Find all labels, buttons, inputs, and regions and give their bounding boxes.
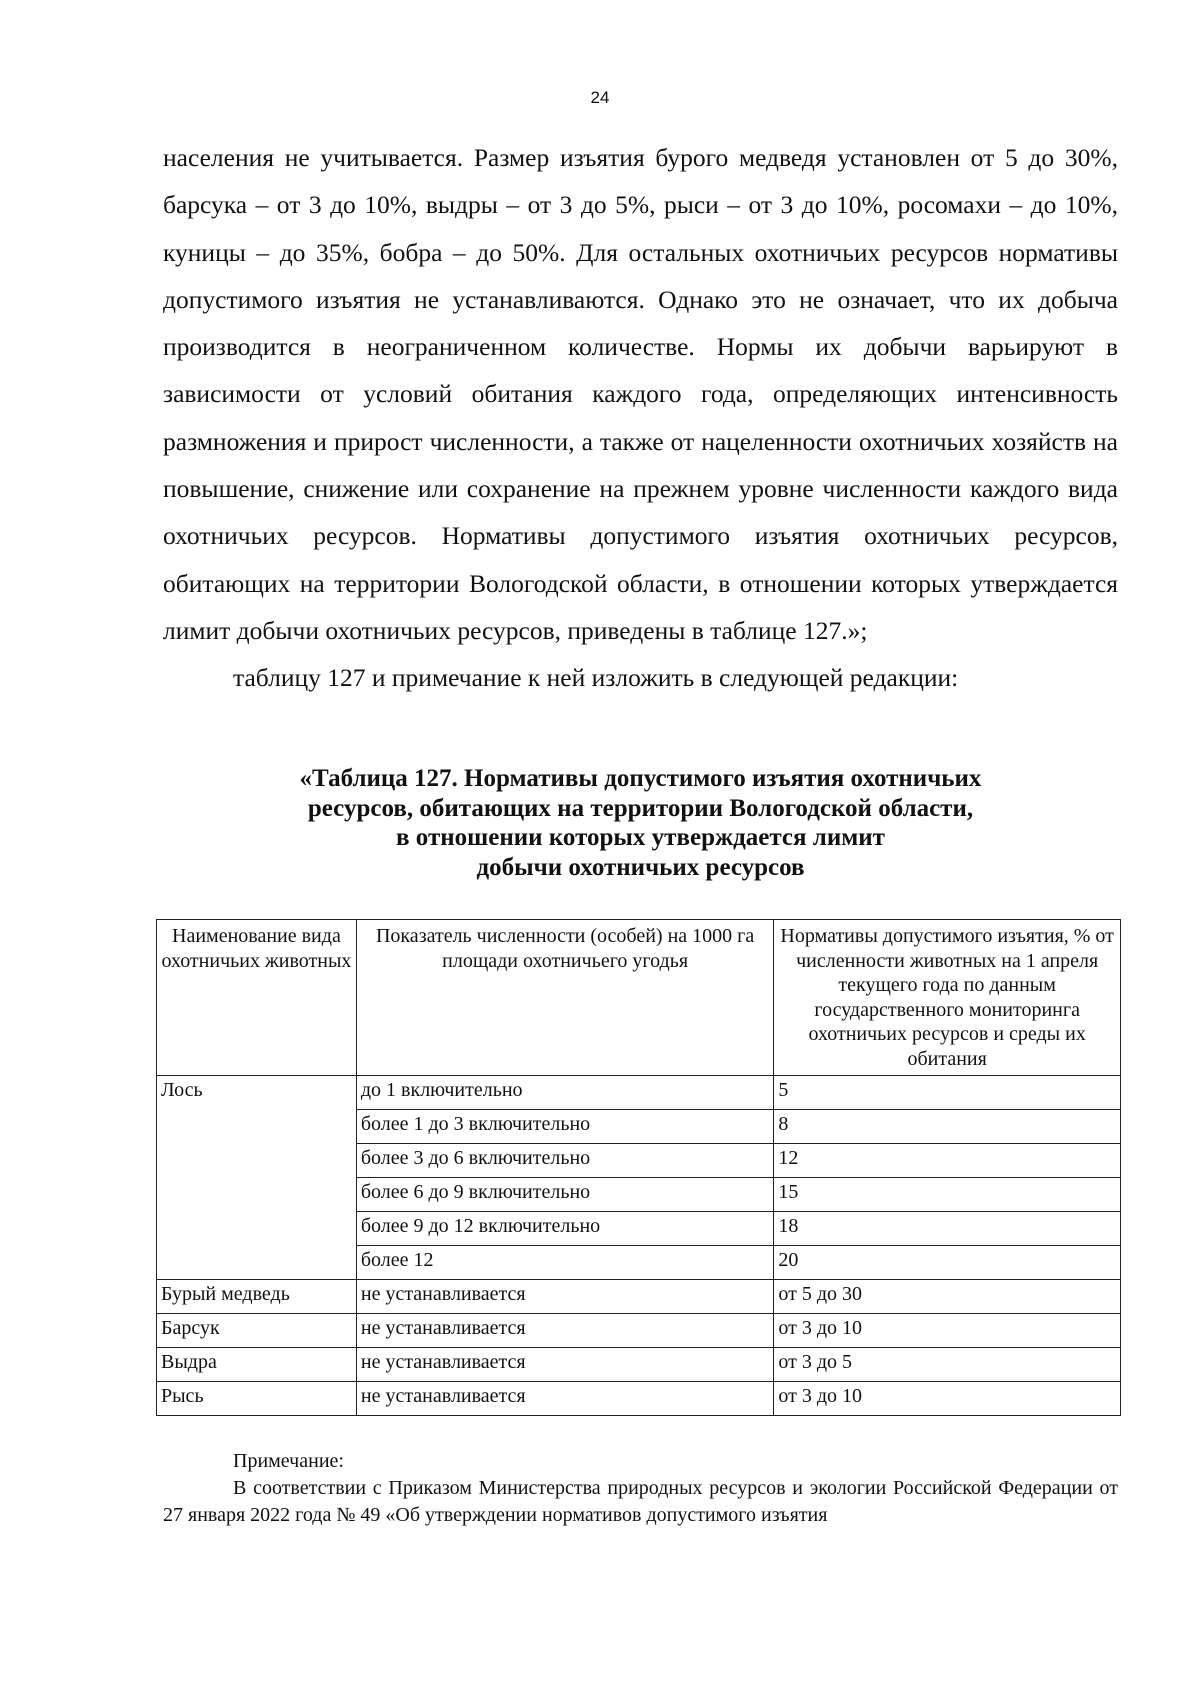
- table-title-line: добычи охотничьих ресурсов: [476, 853, 805, 881]
- body-paragraph: населения не учитывается. Размер изъятия бурого медведя установлен от 5 до 30%, барсука – от 3 до 10%, выдры – от 3 до 5%, рыси – от 3 до 10%, росомахи – до 10%, куницы – до 35%, бобра – до 50%. Для остальных охотничьих ресурсов нормативы допустимого изъятия не устанавливаются. Однако это не означает, что их добыча производится в неограниченном количестве. Нормы их добычи варьируют в зависимости от условий обитания каждого года, определяющих интенсивность размножения и прирост численности, а также от нацеленности охотничьих хозяйств на повышение, снижение или сохранение на прежнем уровне численности каждого вида охотничьих ресурсов. Нормативы допустимого изъятия охотничьих ресурсов, обитающих на территории Вологодской области, в отношении которых утверждается лимит добычи охотничьих ресурсов, приведены в таблице 127.»;: [163, 143, 1118, 645]
- page-number: 24: [590, 88, 610, 107]
- cell-species: Барсук: [157, 1314, 357, 1348]
- cell-species: Лось: [157, 1076, 357, 1280]
- header-species: Наименование вида охотничьих животных: [157, 920, 357, 1076]
- cell-density: не устанавливается: [356, 1382, 773, 1416]
- cell-norm: от 3 до 5: [774, 1348, 1121, 1382]
- cell-norm: 18: [774, 1212, 1121, 1246]
- note-text: В соответствии с Приказом Министерства природных ресурсов и экологии Российской Федерации от 27 января 2022 года № 49 «Об утверждении нормативов допустимого изъятия: [163, 1477, 1118, 1526]
- cell-norm: от 3 до 10: [774, 1382, 1121, 1416]
- cell-norm: 15: [774, 1178, 1121, 1212]
- cell-species: Бурый медведь: [157, 1280, 357, 1314]
- table-header-row: [157, 920, 1121, 1076]
- body-paragraph-instruction: таблицу 127 и примечание к ней изложить в следующей редакции:: [233, 663, 959, 693]
- cell-density: более 9 до 12 включительно: [356, 1212, 773, 1246]
- cell-density: более 3 до 6 включительно: [356, 1144, 773, 1178]
- norms-table: [156, 919, 1121, 1416]
- table-title-line: в отношении которых утверждается лимит: [396, 824, 885, 851]
- table-title-line: «Таблица 127. Нормативы допустимого изъятия охотничьих: [299, 765, 982, 792]
- cell-density: не устанавливается: [356, 1280, 773, 1314]
- cell-density: до 1 включительно: [356, 1076, 773, 1110]
- cell-norm: от 3 до 10: [774, 1314, 1121, 1348]
- cell-species: Рысь: [157, 1382, 357, 1416]
- cell-species: Выдра: [157, 1348, 357, 1382]
- header-norm: Нормативы допустимого изъятия, % от численности животных на 1 апреля текущего года по данным государственного мониторинга охотничьих ресурсов и среды их обитания: [774, 920, 1121, 1076]
- table-row: [157, 1076, 1121, 1110]
- cell-density: не устанавливается: [356, 1348, 773, 1382]
- cell-density: не устанавливается: [356, 1314, 773, 1348]
- cell-norm: 20: [774, 1246, 1121, 1280]
- table-row: [157, 1348, 1121, 1382]
- table-row: [157, 1314, 1121, 1348]
- cell-norm: от 5 до 30: [774, 1280, 1121, 1314]
- table-row: [157, 1280, 1121, 1314]
- cell-norm: 12: [774, 1144, 1121, 1178]
- table-title-line: ресурсов, обитающих на территории Вологодской области,: [307, 794, 974, 822]
- note-label: Примечание:: [233, 1450, 344, 1472]
- table-title: [163, 764, 1118, 882]
- table-note: [163, 1448, 1118, 1529]
- body-text: [163, 134, 1118, 702]
- header-density: Показатель численности (особей) на 1000 га площади охотничьего угодья: [356, 920, 773, 1076]
- table-row: [157, 1382, 1121, 1416]
- cell-norm: 8: [774, 1110, 1121, 1144]
- cell-norm: 5: [774, 1076, 1121, 1110]
- cell-density: более 1 до 3 включительно: [356, 1110, 773, 1144]
- cell-density: более 6 до 9 включительно: [356, 1178, 773, 1212]
- cell-density: более 12: [356, 1246, 773, 1280]
